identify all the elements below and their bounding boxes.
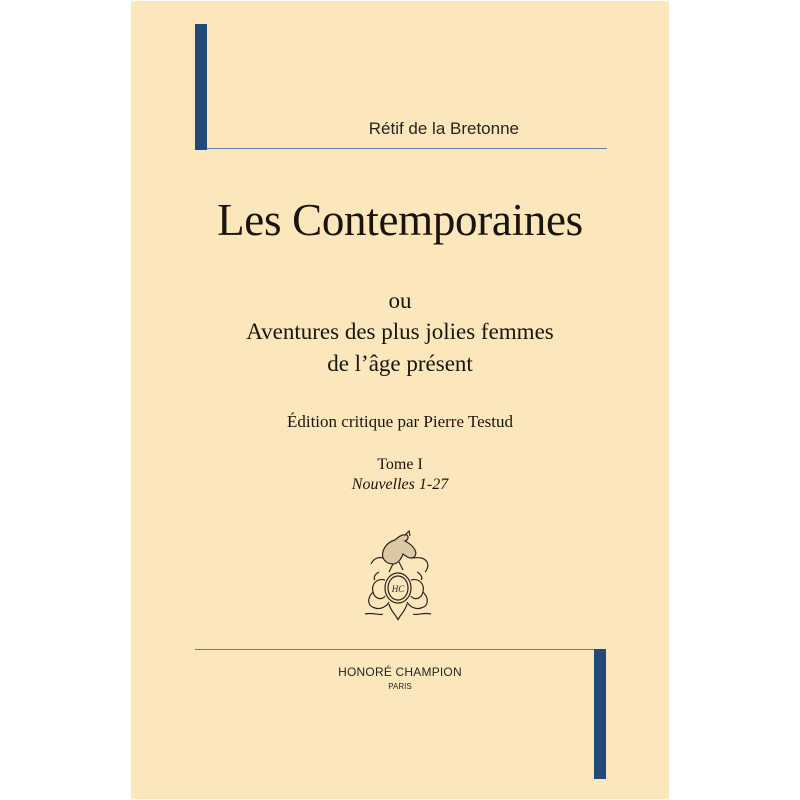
book-cover: [131, 1, 669, 799]
subtitle-line-3: de l’âge présent: [327, 351, 473, 376]
top-accent-bar: [195, 24, 207, 150]
subtitle-line-2: Aventures des plus jolies femmes: [246, 319, 554, 344]
publisher-city: PARIS: [388, 682, 412, 691]
publisher-name: HONORÉ CHAMPION: [338, 665, 462, 679]
emblem-monogram: HC: [391, 584, 405, 594]
volume-number: Tome I: [377, 456, 423, 473]
editor-credit: Édition critique par Pierre Testud: [286, 412, 514, 431]
book-title: Les Contemporaines: [217, 195, 583, 245]
subtitle-ou: ou: [388, 288, 412, 313]
volume-subtitle: Nouvelles 1-27: [351, 476, 449, 493]
bottom-rule: [195, 649, 594, 650]
horse-crest-emblem-icon: [353, 528, 443, 623]
author-name: Rétif de la Bretonne: [368, 119, 519, 138]
top-rule: [207, 148, 607, 149]
